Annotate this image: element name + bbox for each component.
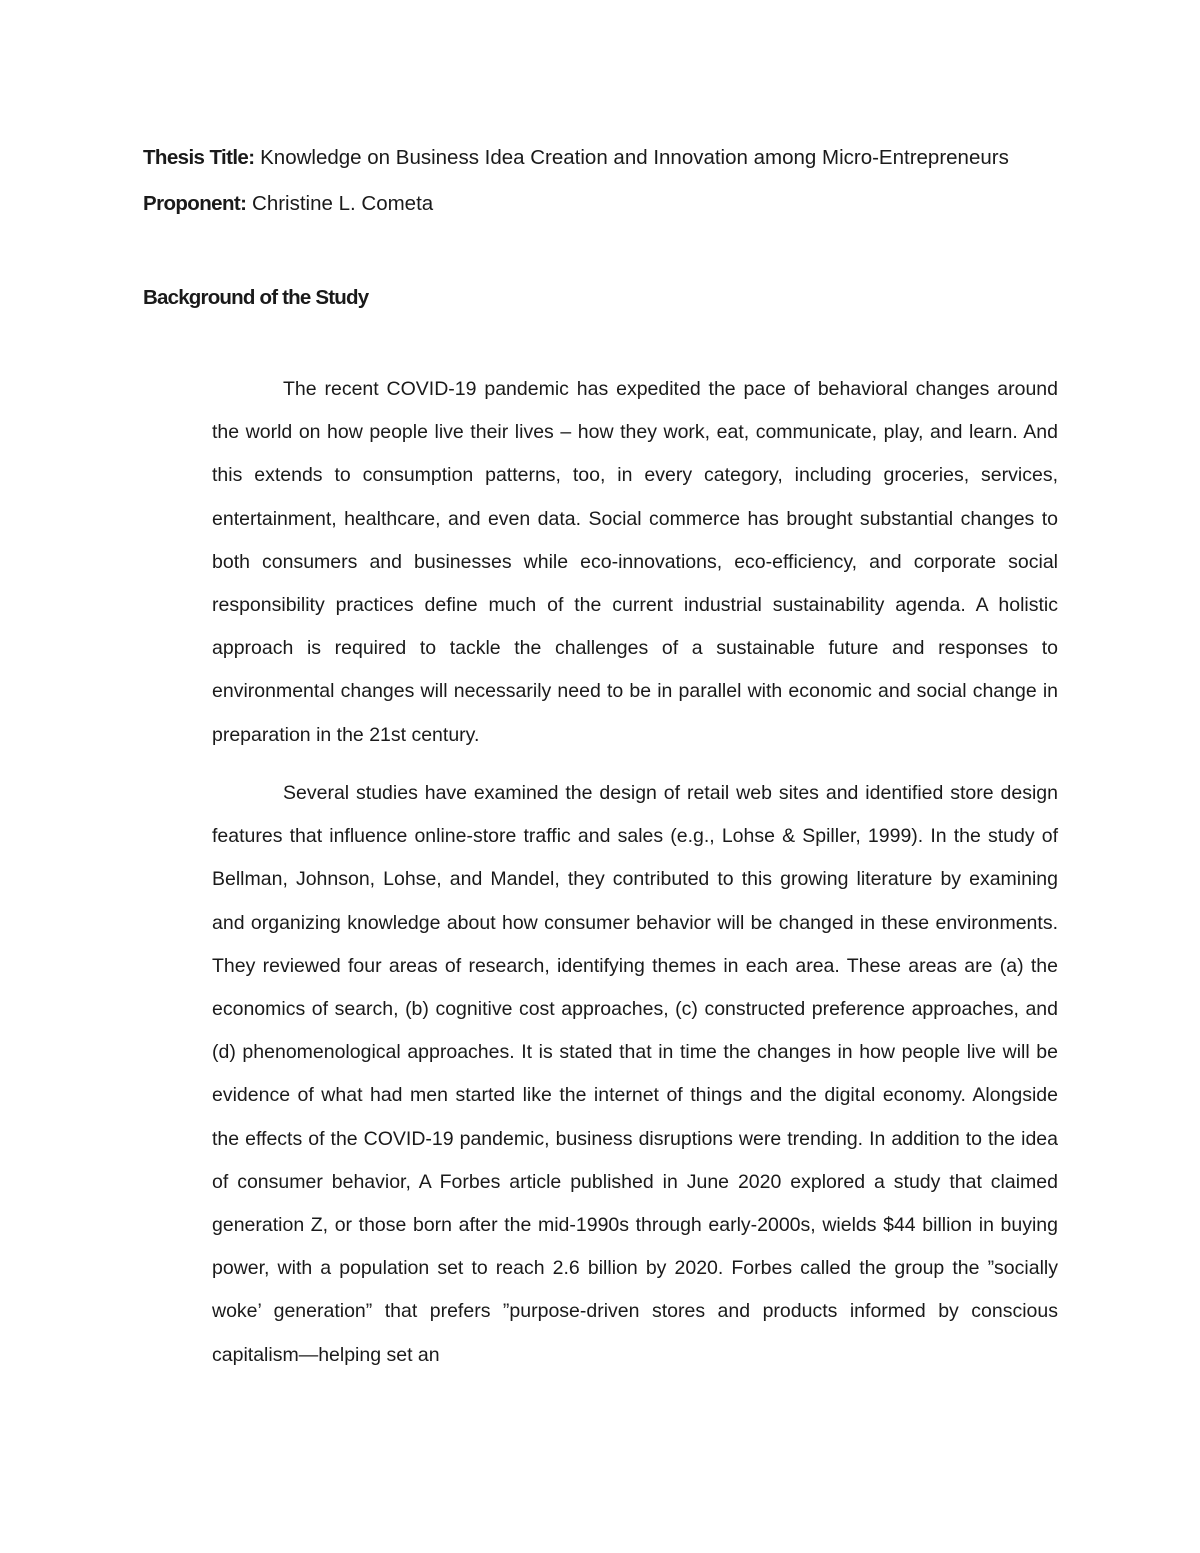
thesis-title-line [143,145,1009,171]
thesis-title-label: Thesis Title: [143,146,255,169]
body-paragraph-1: The recent COVID-19 pandemic has expedited the pace of behavioral changes around the world on how people live their lives – how they work, eat, communicate, play, and learn. And this extends to consumption patterns, too, in every category, including groceries, services, entertainment, healthcare, and even data. Social commerce has brought substantial changes to both consumers and businesses while eco-innovations, eco-efficiency, and corporate social responsibility practices define much of the current industrial sustainability agenda. A holistic approach is required to tackle the challenges of a sustainable future and responses to environmental changes will necessarily need to be in parallel with economic and social change in preparation in the 21st century. [212,378,1058,746]
paragraph-block-2 [212,772,1058,1377]
proponent-label: Proponent: [143,192,247,215]
paragraph-block-1 [212,368,1058,757]
body-paragraph-2: Several studies have examined the design of retail web sites and identified store design features that influence online-store traffic and sales (e.g., Lohse & Spiller, 1999). In the study of Bellman, Johnson, Lohse, and Mandel, they contributed to this growing literature by examining and organizing knowledge about how consumer behavior will be changed in these environments. They reviewed four areas of research, identifying themes in each area. These areas are (a) the economics of search, (b) cognitive cost approaches, (c) constructed preference approaches, and (d) phenomenological approaches. It is stated that in time the changes in how people live will be evidence of what had men started like the internet of things and the digital economy. Alongside the effects of the COVID-19 pandemic, business disruptions were trending. In addition to the idea of consumer behavior, A Forbes article published in June 2020 explored a study that claimed generation Z, or those born after the mid-1990s through early-2000s, wields $44 billion in buying power, with a population set to reach 2.6 billion by 2020. Forbes called the group the ”socially woke’ generation” that prefers ”purpose-driven stores and products informed by conscious capitalism—helping set an [212,782,1058,1366]
thesis-title-value: Knowledge on Business Idea Creation and Innovation among Micro-Entrepreneurs [254,146,1009,169]
proponent-value: Christine L. Cometa [246,192,434,215]
proponent-line [143,191,433,217]
section-heading: Background of the Study [143,286,369,309]
